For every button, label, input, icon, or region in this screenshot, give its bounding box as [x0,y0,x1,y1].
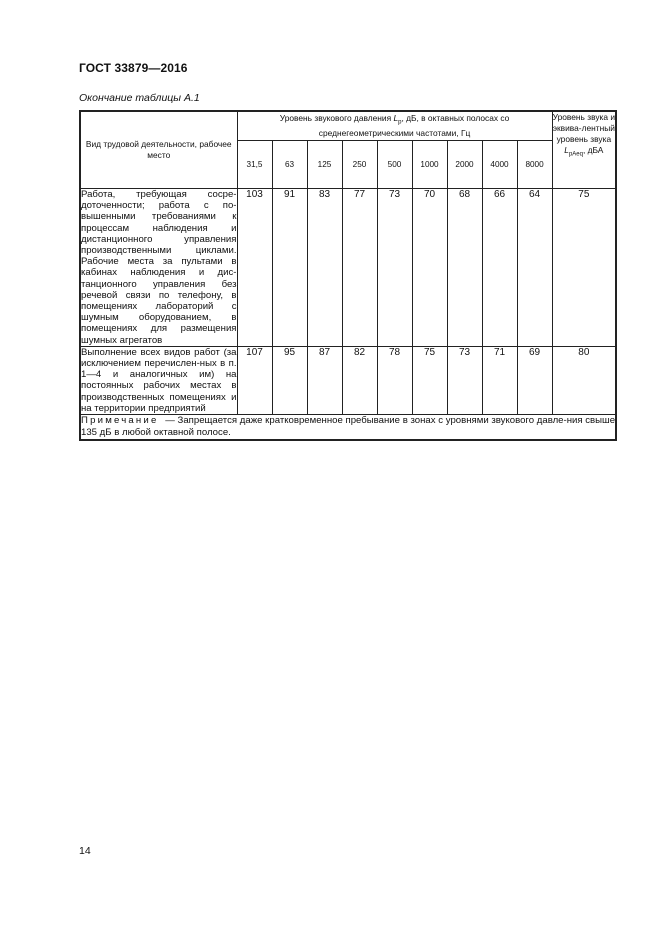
table-row [80,189,616,347]
header-frequency: 4000 [482,141,517,189]
table-cell: 70 [412,189,447,347]
header-frequency: 31,5 [237,141,272,189]
table-cell: 87 [307,346,342,414]
header-sound-pressure-level: Уровень звукового давления $L_p$, дБ, в октавных полосах со среднегеометрическими частотами, Гц [237,111,552,141]
header-equivalent-level: Уровень звука и эквива-лентный уровень звука $L_{pAeq}$, дБА [552,111,616,189]
header-frequency: 250 [342,141,377,189]
note-text: — Запрещается даже кратковременное пребывание в зонах с уровнями звукового давле-ния свыше 135 дБ в любой октавной полосе. [81,415,616,439]
table-cell: 75 [412,346,447,414]
header-frequency: 125 [307,141,342,189]
table-cell: 71 [482,346,517,414]
table-row [80,346,616,414]
table-cell: 91 [272,189,307,347]
table-cell: 69 [517,346,552,414]
table-cell: 77 [342,189,377,347]
equivalent-level-cell: 80 [552,346,616,414]
header-frequency: 500 [377,141,412,189]
table-cell: 64 [517,189,552,347]
table-cell: 83 [307,189,342,347]
note-row [80,415,616,441]
header-work-type: Вид трудовой деятельности, рабочее место [80,111,237,189]
table-cell: 68 [447,189,482,347]
table-cell: 82 [342,346,377,414]
header-frequency: 1000 [412,141,447,189]
table-cell: 73 [447,346,482,414]
work-description: Выполнение всех видов работ (за исключением перечислен-ных в п. 1—4 и аналогичных им) на постоянных рабочих местах в производственных помещениях и на территории предприятий [81,346,237,414]
work-description: Работа, требующая сосре-доточенности; работа с по-вышенными требованиями к процессам наблюдения и дистанционного управления производственными циклами. Рабочие места за пультами в кабинах наблюдения и дис-танционного управления без речевой связи по телефону, в помещениях лабораторий с шумным оборудованием, в помещениях для размещения шумных агрегатов [81,189,237,346]
noise-level-table [79,110,617,441]
header-frequency: 8000 [517,141,552,189]
header-frequency: 2000 [447,141,482,189]
table-caption: Окончание таблицы А.1 [79,92,200,104]
equivalent-level-cell: 75 [552,189,616,347]
header-frequency: 63 [272,141,307,189]
table-cell: 73 [377,189,412,347]
table-cell: 66 [482,189,517,347]
table-cell: 95 [272,346,307,414]
table-cell: 103 [237,189,272,347]
page-number: 14 [79,845,91,857]
table-cell: 78 [377,346,412,414]
note-label: Примечание [81,415,159,427]
table-cell: 107 [237,346,272,414]
table-note [80,415,616,441]
standard-header: ГОСТ 33879—2016 [79,61,188,75]
